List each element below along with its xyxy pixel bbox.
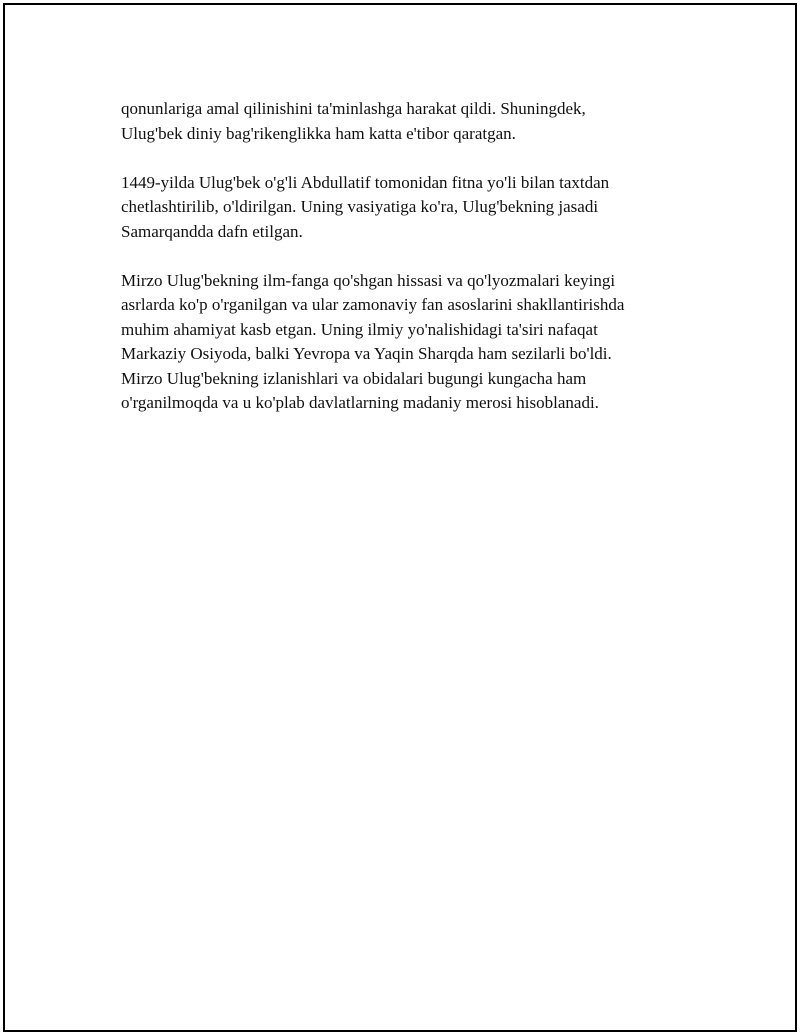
text-line: 1449-yilda Ulug'bek o'g'li Abdullatif tomonidan fitna yo'li bilan taxtdan [121, 172, 610, 192]
text-line: Mirzo Ulug'bekning ilm-fanga qo'shgan hissasi va qo'lyozmalari keyingi [121, 270, 616, 290]
text-line: Ulug'bek diniy bag'rikenglikka ham katta e'tibor qaratgan. [121, 123, 516, 143]
text-line: o'rganilmoqda va u ko'plab davlatlarning madaniy merosi hisoblanadi. [121, 393, 599, 412]
text-line: Mirzo Ulug'bekning izlanishlari va obidalari bugungi kungacha ham [121, 368, 587, 388]
text-line: qonunlariga amal qilinishini ta'minlashga harakat qildi. Shuningdek, [121, 99, 586, 118]
document-body [121, 97, 681, 440]
paragraph-1 [121, 97, 681, 146]
text-line: chetlashtirilib, o'ldirilgan. Uning vasiyatiga ko'ra, Ulug'bekning jasadi [121, 197, 599, 216]
paragraph-2 [121, 171, 681, 245]
text-line: Markaziy Osiyoda, balki Yevropa va Yaqin Sharqda ham sezilarli bo'ldi. [121, 344, 612, 363]
page-frame [3, 3, 797, 1032]
text-line: Samarqandda dafn etilgan. [121, 221, 303, 241]
text-line: asrlarda ko'p o'rganilgan va ular zamonaviy fan asoslarini shakllantirishda [121, 295, 625, 314]
paragraph-3 [121, 269, 681, 416]
text-line: muhim ahamiyat kasb etgan. Uning ilmiy yo'nalishidagi ta'siri nafaqat [121, 319, 598, 339]
